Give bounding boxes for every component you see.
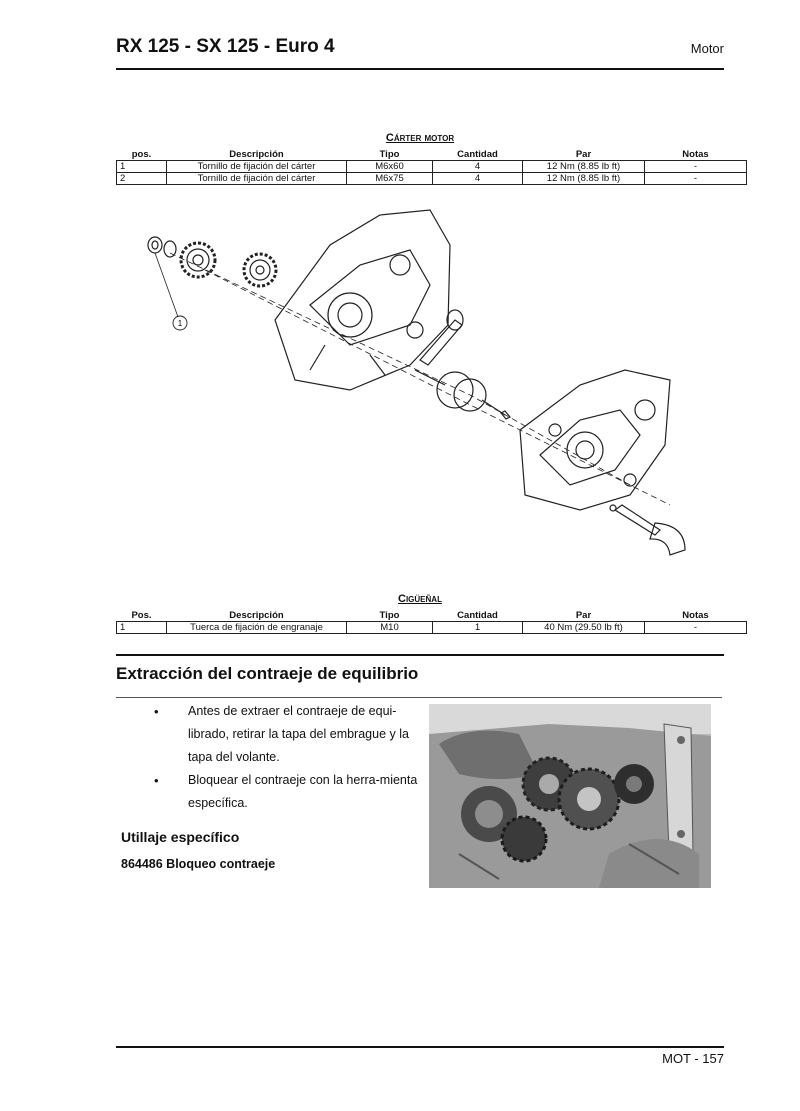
instruction-list (150, 700, 420, 815)
page-number: MOT - 157 (662, 1051, 724, 1066)
bullet-icon: • (154, 773, 159, 788)
cell-description: Tornillo de fijación del cárter (167, 161, 347, 173)
tool-item: 864486 Bloqueo contraeje (121, 857, 276, 871)
cell-type: M6x75 (347, 173, 433, 185)
cell-notes: - (645, 622, 747, 634)
table-bottom-rule (116, 654, 724, 656)
cell-description: Tornillo de fijación del cárter (167, 173, 347, 185)
header-rule (116, 68, 724, 70)
list-item-text: Bloquear el contraeje con la herra-mienta específica. (188, 773, 418, 810)
footer-rule (116, 1046, 724, 1048)
callout-number: 1 (177, 319, 183, 328)
section-name: Motor (690, 41, 724, 56)
table-row (117, 161, 747, 173)
table-row (117, 173, 747, 185)
column-header: Notas (682, 148, 709, 160)
cell-pos: 1 (117, 622, 167, 634)
cell-torque: 12 Nm (8.85 lb ft) (523, 161, 645, 173)
column-header: Cantidad (457, 609, 498, 621)
document-title: RX 125 - SX 125 - Euro 4 (116, 36, 335, 57)
gear-part (244, 254, 276, 286)
crankcase-exploded-diagram (110, 205, 730, 575)
balance-shaft-part (610, 505, 685, 555)
cell-torque: 12 Nm (8.85 lb ft) (523, 173, 645, 185)
engine-photo (429, 704, 711, 888)
cell-pos: 2 (117, 173, 167, 185)
column-header: Descripción (229, 148, 284, 160)
cell-type: M10 (347, 622, 433, 634)
list-item (150, 700, 420, 769)
column-header: Descripción (229, 609, 284, 621)
cell-torque: 40 Nm (29.50 lb ft) (523, 622, 645, 634)
cell-pos: 1 (117, 161, 167, 173)
cell-quantity: 4 (433, 173, 523, 185)
carter-table (116, 148, 747, 185)
right-crankcase-half (520, 370, 670, 510)
crankshaft-part (415, 310, 510, 419)
cell-notes: - (645, 173, 747, 185)
ciguenal-table (116, 609, 747, 634)
cell-notes: - (645, 161, 747, 173)
section-rule (116, 697, 722, 698)
table-header-row (117, 148, 747, 161)
ciguenal-table-caption: Cigüeñal (398, 593, 442, 605)
column-header: Par (575, 148, 592, 160)
table-row (117, 622, 747, 634)
list-item (150, 769, 420, 815)
bullet-icon: • (154, 704, 159, 719)
column-header: Par (575, 609, 592, 621)
list-item-text: Antes de extraer el contraeje de equi-librado, retirar la tapa del embrague y la tapa del volante. (188, 704, 409, 764)
cell-quantity: 1 (433, 622, 523, 634)
cell-type: M6x60 (347, 161, 433, 173)
callout-leader-line (155, 253, 178, 317)
column-header: Pos. (131, 609, 152, 621)
column-header: pos. (131, 148, 152, 160)
cell-description: Tuerca de fijación de engranaje (167, 622, 347, 634)
column-header: Tipo (379, 148, 400, 160)
carter-table-caption: Cárter motor (385, 132, 455, 144)
section-title: Extracción del contraeje de equilibrio (116, 664, 419, 683)
column-header: Cantidad (457, 148, 498, 160)
cell-quantity: 4 (433, 161, 523, 173)
table-header-row (117, 609, 747, 622)
column-header: Tipo (379, 609, 400, 621)
tools-heading: Utillaje específico (121, 829, 240, 845)
column-header: Notas (682, 609, 709, 621)
